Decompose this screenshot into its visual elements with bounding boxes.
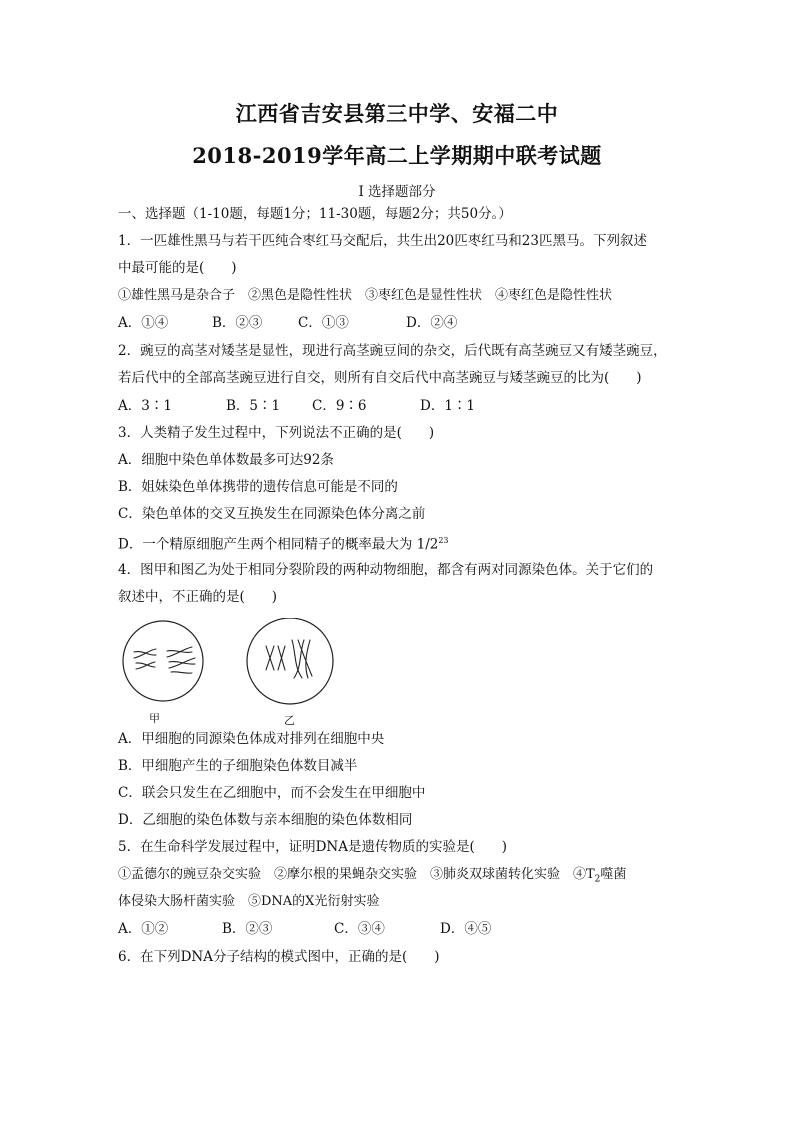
q5-option-d: D．④⑤ <box>440 921 492 937</box>
q5-statements-sub: 2 <box>594 874 601 885</box>
q4-stem-line1: 4．图甲和图乙为处于相同分裂阶段的两种动物细胞，都含有两对同源染色体。关于它们的 <box>118 562 654 578</box>
q4-option-d: D．乙细胞的染色体数与亲本细胞的染色体数相同 <box>118 812 413 828</box>
q2-option-b: B．5∶1 <box>226 398 281 414</box>
q1-option-d: D．②④ <box>406 315 458 331</box>
q3-option-b: B．姐妹染色单体携带的遗传信息可能是不同的 <box>118 479 398 495</box>
title-exam: 2018-2019学年高二上学期期中联考试题 <box>192 143 602 168</box>
q5-options <box>118 920 491 938</box>
q2-option-c: C．9∶6 <box>312 398 367 414</box>
q1-stem-line2: 中最可能的是( ) <box>118 260 237 276</box>
q2-stem-line2: 若后代中的全部高茎豌豆进行自交，则所有自交后代中高茎豌豆与矮茎豌豆的比为( ) <box>118 370 642 386</box>
q5-option-b: B．②③ <box>222 921 273 937</box>
q5-statements-line1 <box>118 866 626 889</box>
section-heading: Ⅰ 选择题部分 <box>358 184 436 200</box>
q5-statements-b: 噬菌 <box>600 867 627 882</box>
q5-option-c: C．③④ <box>334 921 385 937</box>
q4-option-b: B．甲细胞产生的子细胞染色体数目减半 <box>118 758 358 774</box>
q3-stem: 3．人类精子发生过程中，下列说法不正确的是( ) <box>118 425 435 441</box>
q4-option-c: C．联会只发生在乙细胞中，而不会发生在甲细胞中 <box>118 785 426 801</box>
q2-stem-line1: 2．豌豆的高茎对矮茎是显性，现进行高茎豌豆间的杂交，后代既有高茎豌豆又有矮茎豌豆， <box>118 343 667 359</box>
q5-stem: 5．在生命科学发展过程中，证明DNA是遗传物质的实验是( ) <box>118 839 508 855</box>
q3-option-a: A．细胞中染色单体数最多可达92条 <box>118 452 334 468</box>
label-jia: 甲 <box>149 712 160 725</box>
title-school: 江西省吉安县第三中学、安福二中 <box>235 101 559 126</box>
q6-stem: 6．在下列DNA分子结构的模式图中，正确的是( ) <box>118 949 440 965</box>
label-yi: 乙 <box>284 714 295 726</box>
q3-option-d <box>118 532 449 554</box>
q1-option-c: C．①③ <box>298 315 349 331</box>
q1-option-b: B．②③ <box>212 315 263 331</box>
q5-option-a: A．①② <box>118 921 169 937</box>
q1-option-a: A．①④ <box>118 315 169 331</box>
instructions: 一、选择题（1-10题，每题1分；11-30题，每题2分；共50分。） <box>118 206 512 222</box>
q2-option-a: A．3∶1 <box>118 398 172 414</box>
q4-option-a: A．甲细胞的同源染色体成对排列在细胞中央 <box>118 731 385 747</box>
q5-statements-a: ①孟德尔的豌豆杂交实验 ②摩尔根的果蝇杂交实验 ③肺炎双球菌转化实验 ④T <box>118 867 595 882</box>
cell-jia <box>123 621 203 701</box>
q3-option-d-exponent: 23 <box>438 536 449 545</box>
q3-option-c: C．染色单体的交叉互换发生在同源染色体分离之前 <box>118 506 426 522</box>
q4-stem-line2: 叙述中，不正确的是( ) <box>118 589 278 605</box>
q1-stem-line1: 1．一匹雄性黑马与若干匹纯合枣红马交配后，共生出20匹枣红马和23匹黑马。下列叙述 <box>118 233 647 249</box>
q5-statements-line2: 体侵染大肠杆菌实验 ⑤DNA的X光衍射实验 <box>118 894 380 909</box>
q1-options <box>118 314 457 332</box>
cell-division-diagram <box>118 618 358 726</box>
q3-option-d-text: D．一个精原细胞产生两个相同精子的概率最大为 1/2 <box>118 536 439 553</box>
q2-options <box>118 397 475 415</box>
q1-statements: ①雄性黑马是杂合子 ②黑色是隐性性状 ③枣红色是显性性状 ④枣红色是隐性性状 <box>118 288 613 303</box>
cell-yi <box>247 618 333 704</box>
q2-option-d: D．1∶1 <box>420 398 476 414</box>
